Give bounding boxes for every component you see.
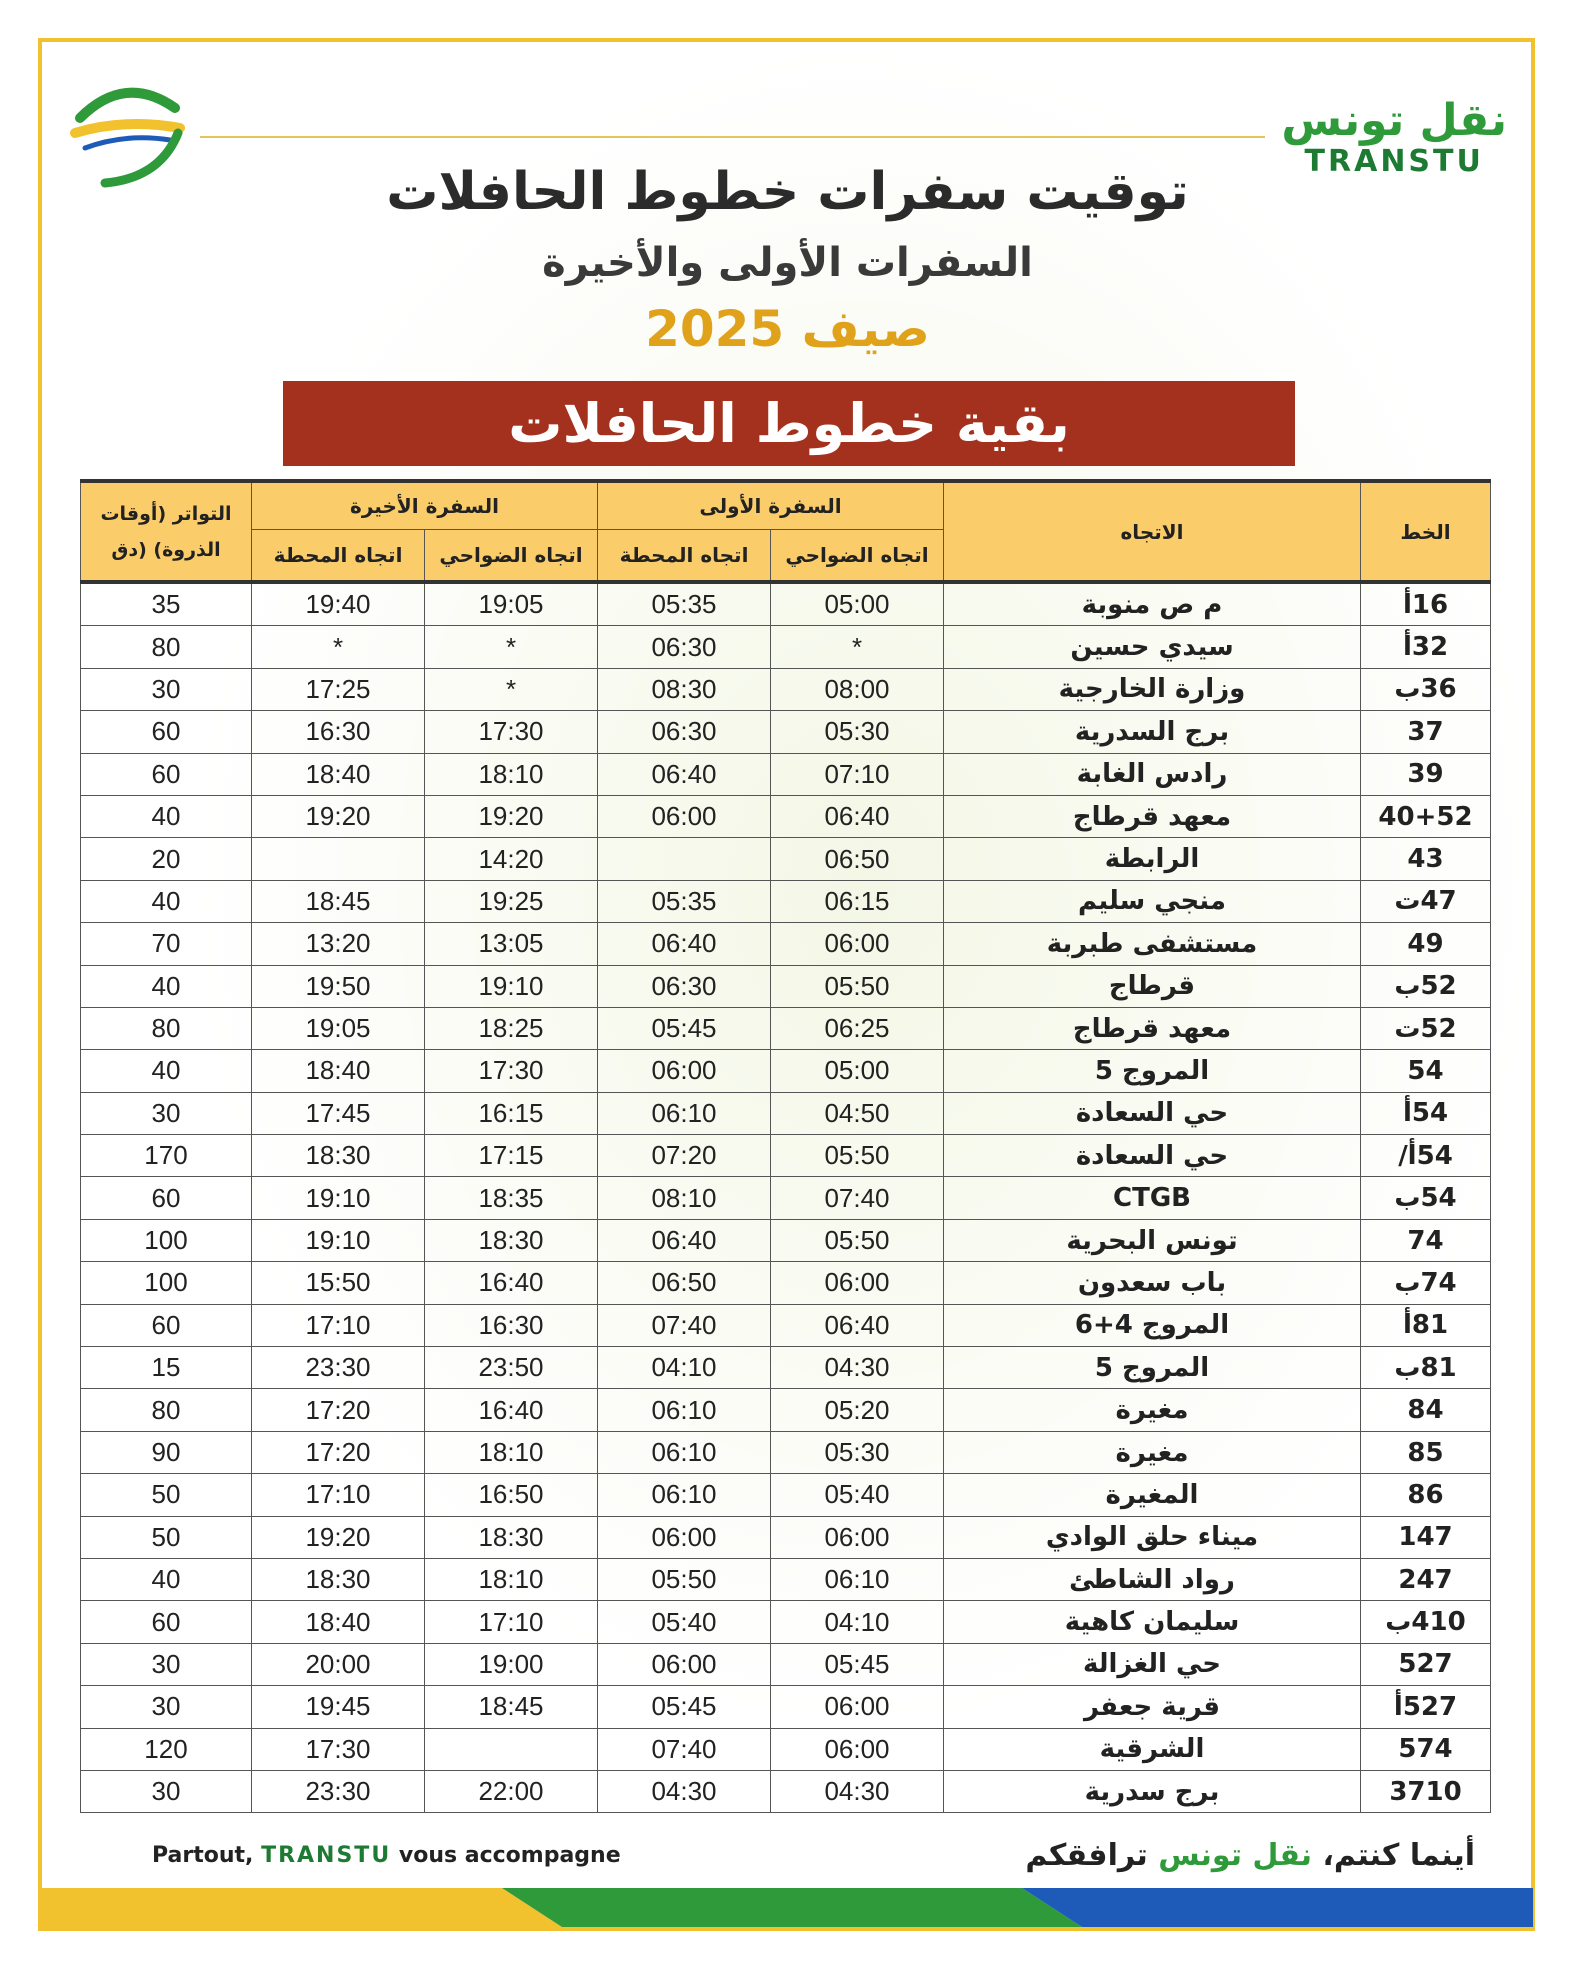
table-row [81, 1558, 1491, 1600]
footer-ar-brand: نقل تونس [1158, 1838, 1313, 1873]
table-row [81, 1770, 1491, 1812]
first-station-cell: 08:30 [598, 668, 771, 710]
destination-cell: رادس الغابة [944, 753, 1361, 795]
frequency-cell: 80 [81, 1007, 252, 1049]
last-suburbs-cell: 13:05 [425, 923, 598, 965]
first-station-cell: 06:10 [598, 1431, 771, 1473]
last-station-cell: 19:40 [252, 582, 425, 626]
footer-fr-brand: TRANSTU [261, 1843, 392, 1868]
line-id-cell: 54أ [1361, 1092, 1491, 1134]
line-id-cell: 40+52 [1361, 795, 1491, 837]
destination-cell: قرية جعفر [944, 1686, 1361, 1728]
last-suburbs-cell: 22:00 [425, 1770, 598, 1812]
line-id-cell: 81ب [1361, 1347, 1491, 1389]
destination-cell: CTGB [944, 1177, 1361, 1219]
destination-cell: المغيرة [944, 1474, 1361, 1516]
last-suburbs-cell: 18:35 [425, 1177, 598, 1219]
table-row [81, 1686, 1491, 1728]
first-suburbs-cell: 05:45 [771, 1643, 944, 1685]
line-id-cell: 3710 [1361, 1770, 1491, 1812]
frequency-cell: 50 [81, 1474, 252, 1516]
frequency-cell: 50 [81, 1516, 252, 1558]
first-station-cell: 04:30 [598, 1770, 771, 1812]
frequency-cell: 30 [81, 1686, 252, 1728]
first-suburbs-cell: 04:30 [771, 1347, 944, 1389]
first-suburbs-cell: 06:15 [771, 880, 944, 922]
first-suburbs-cell: 06:00 [771, 1728, 944, 1770]
first-station-cell: 08:10 [598, 1177, 771, 1219]
table-row [81, 1304, 1491, 1346]
line-id-cell: 86 [1361, 1474, 1491, 1516]
first-station-cell: 04:10 [598, 1347, 771, 1389]
destination-cell: معهد قرطاج [944, 795, 1361, 837]
last-station-cell: 23:30 [252, 1347, 425, 1389]
last-suburbs-cell: 16:15 [425, 1092, 598, 1134]
frequency-cell: 60 [81, 1304, 252, 1346]
table-row [81, 838, 1491, 880]
first-station-cell: 05:35 [598, 582, 771, 626]
table-row [81, 1092, 1491, 1134]
line-id-cell: 54 [1361, 1050, 1491, 1092]
last-suburbs-cell: 18:45 [425, 1686, 598, 1728]
frequency-cell: 60 [81, 753, 252, 795]
last-suburbs-cell: 17:10 [425, 1601, 598, 1643]
brand-latin: TRANSTU [1304, 144, 1484, 179]
line-id-cell: 84 [1361, 1389, 1491, 1431]
last-station-cell: 17:30 [252, 1728, 425, 1770]
schedule-table [80, 479, 1491, 1813]
line-id-cell: 37 [1361, 711, 1491, 753]
last-suburbs-cell: 23:50 [425, 1347, 598, 1389]
first-suburbs-cell: 06:00 [771, 1686, 944, 1728]
last-station-cell: 23:30 [252, 1770, 425, 1812]
frequency-cell: 30 [81, 1643, 252, 1685]
table-row [81, 965, 1491, 1007]
first-station-cell: 05:40 [598, 1601, 771, 1643]
destination-cell: المروج 5 [944, 1050, 1361, 1092]
first-station-cell: 06:50 [598, 1262, 771, 1304]
destination-cell: باب سعدون [944, 1262, 1361, 1304]
section-banner: بقية خطوط الحافلات [283, 381, 1295, 466]
line-id-cell: 147 [1361, 1516, 1491, 1558]
destination-cell: تونس البحرية [944, 1219, 1361, 1261]
last-station-cell: * [252, 626, 425, 668]
last-station-cell: 18:40 [252, 1601, 425, 1643]
last-station-cell: 13:20 [252, 923, 425, 965]
first-suburbs-cell: 08:00 [771, 668, 944, 710]
table-row [81, 1431, 1491, 1473]
table-row [81, 1474, 1491, 1516]
first-station-cell: 05:35 [598, 880, 771, 922]
first-station-cell: 05:45 [598, 1686, 771, 1728]
destination-cell: المروج 5 [944, 1347, 1361, 1389]
first-station-cell: 06:30 [598, 711, 771, 753]
first-suburbs-cell: 05:00 [771, 582, 944, 626]
brand-arabic: نقل تونس [1281, 95, 1507, 146]
destination-cell: الشرقية [944, 1728, 1361, 1770]
last-suburbs-cell: 16:40 [425, 1262, 598, 1304]
last-station-cell [252, 838, 425, 880]
last-station-cell: 19:20 [252, 1516, 425, 1558]
first-suburbs-cell: 06:25 [771, 1007, 944, 1049]
frequency-cell: 100 [81, 1262, 252, 1304]
first-suburbs-cell: * [771, 626, 944, 668]
frequency-cell: 60 [81, 1601, 252, 1643]
table-row [81, 1007, 1491, 1049]
last-station-cell: 17:20 [252, 1431, 425, 1473]
frequency-cell: 170 [81, 1135, 252, 1177]
footer-fr-prefix: Partout, [152, 1843, 254, 1868]
table-row [81, 1177, 1491, 1219]
frequency-cell: 15 [81, 1347, 252, 1389]
first-station-cell: 05:45 [598, 1007, 771, 1049]
destination-cell: وزارة الخارجية [944, 668, 1361, 710]
line-id-cell: 36ب [1361, 668, 1491, 710]
first-station-cell: 06:10 [598, 1389, 771, 1431]
last-suburbs-cell: 14:20 [425, 838, 598, 880]
header-destination: الاتجاه [944, 481, 1361, 582]
last-station-cell: 17:10 [252, 1474, 425, 1516]
line-id-cell: 74 [1361, 1219, 1491, 1261]
line-id-cell: 43 [1361, 838, 1491, 880]
last-station-cell: 19:50 [252, 965, 425, 1007]
frequency-cell: 40 [81, 880, 252, 922]
header-first-trip: السفرة الأولى [598, 481, 944, 530]
frequency-cell: 70 [81, 923, 252, 965]
table-row [81, 668, 1491, 710]
last-station-cell: 19:05 [252, 1007, 425, 1049]
frequency-cell: 80 [81, 626, 252, 668]
page-title: توقيت سفرات خطوط الحافلات [386, 162, 1189, 222]
line-id-cell: 410ب [1361, 1601, 1491, 1643]
last-suburbs-cell: 18:25 [425, 1007, 598, 1049]
header-last-trip: السفرة الأخيرة [252, 481, 598, 530]
last-suburbs-cell: * [425, 626, 598, 668]
first-station-cell: 06:00 [598, 795, 771, 837]
line-id-cell: 85 [1361, 1431, 1491, 1473]
last-station-cell: 19:10 [252, 1177, 425, 1219]
line-id-cell: 527أ [1361, 1686, 1491, 1728]
last-suburbs-cell: 19:00 [425, 1643, 598, 1685]
frequency-cell: 40 [81, 795, 252, 837]
table-row [81, 1516, 1491, 1558]
frequency-cell: 60 [81, 711, 252, 753]
destination-cell: برج السدرية [944, 711, 1361, 753]
line-id-cell: 16أ [1361, 582, 1491, 626]
destination-cell: رواد الشاطئ [944, 1558, 1361, 1600]
frequency-cell: 40 [81, 1050, 252, 1092]
frequency-cell: 80 [81, 1389, 252, 1431]
line-id-cell: 74ب [1361, 1262, 1491, 1304]
table-row [81, 582, 1491, 626]
line-id-cell: 527 [1361, 1643, 1491, 1685]
last-station-cell: 18:40 [252, 1050, 425, 1092]
destination-cell: مستشفى طبربة [944, 923, 1361, 965]
table-row [81, 923, 1491, 965]
footer-slogan-ar [1025, 1838, 1475, 1873]
line-id-cell: 47ت [1361, 880, 1491, 922]
first-station-cell: 06:00 [598, 1050, 771, 1092]
first-suburbs-cell: 06:10 [771, 1558, 944, 1600]
destination-cell: م ص منوبة [944, 582, 1361, 626]
last-station-cell: 17:10 [252, 1304, 425, 1346]
last-suburbs-cell: 19:25 [425, 880, 598, 922]
first-suburbs-cell: 04:10 [771, 1601, 944, 1643]
frequency-cell: 30 [81, 668, 252, 710]
destination-cell: سيدي حسين [944, 626, 1361, 668]
first-station-cell: 06:30 [598, 965, 771, 1007]
first-station-cell: 06:00 [598, 1516, 771, 1558]
first-station-cell: 06:40 [598, 1219, 771, 1261]
destination-cell: منجي سليم [944, 880, 1361, 922]
last-suburbs-cell: 16:30 [425, 1304, 598, 1346]
last-suburbs-cell: 18:10 [425, 753, 598, 795]
last-station-cell: 18:30 [252, 1135, 425, 1177]
table-row [81, 1389, 1491, 1431]
frequency-cell: 90 [81, 1431, 252, 1473]
header-line: الخط [1361, 481, 1491, 582]
table-row [81, 753, 1491, 795]
first-suburbs-cell: 06:00 [771, 1262, 944, 1304]
destination-cell: ميناء حلق الوادي [944, 1516, 1361, 1558]
frequency-cell: 30 [81, 1092, 252, 1134]
line-id-cell: 52ت [1361, 1007, 1491, 1049]
season-title: صيف 2025 [645, 300, 930, 358]
table-row [81, 1262, 1491, 1304]
last-suburbs-cell: 18:10 [425, 1431, 598, 1473]
frequency-cell: 20 [81, 838, 252, 880]
frequency-cell: 40 [81, 965, 252, 1007]
last-station-cell: 16:30 [252, 711, 425, 753]
line-id-cell: 81أ [1361, 1304, 1491, 1346]
first-station-cell [598, 838, 771, 880]
frequency-cell: 40 [81, 1558, 252, 1600]
destination-cell: مغيرة [944, 1389, 1361, 1431]
first-station-cell: 05:50 [598, 1558, 771, 1600]
page-subtitle: السفرات الأولى والأخيرة [542, 240, 1033, 286]
first-station-cell: 06:40 [598, 753, 771, 795]
last-suburbs-cell [425, 1728, 598, 1770]
header-last-to-station: اتجاه المحطة [252, 530, 425, 583]
header-last-to-suburbs: اتجاه الضواحي [425, 530, 598, 583]
footer-slogan-fr [152, 1843, 621, 1868]
first-suburbs-cell: 07:40 [771, 1177, 944, 1219]
footer-ar-suffix: ترافقكم [1025, 1838, 1148, 1873]
line-id-cell: 574 [1361, 1728, 1491, 1770]
last-station-cell: 18:30 [252, 1558, 425, 1600]
first-suburbs-cell: 05:30 [771, 711, 944, 753]
last-suburbs-cell: 19:20 [425, 795, 598, 837]
first-suburbs-cell: 04:50 [771, 1092, 944, 1134]
destination-cell: حي السعادة [944, 1135, 1361, 1177]
frequency-cell: 35 [81, 582, 252, 626]
last-station-cell: 19:10 [252, 1219, 425, 1261]
last-station-cell: 20:00 [252, 1643, 425, 1685]
first-station-cell: 06:10 [598, 1092, 771, 1134]
destination-cell: سليمان كاهية [944, 1601, 1361, 1643]
line-id-cell: 49 [1361, 923, 1491, 965]
line-id-cell: 52ب [1361, 965, 1491, 1007]
last-suburbs-cell: 19:05 [425, 582, 598, 626]
header-first-to-suburbs: اتجاه الضواحي [771, 530, 944, 583]
table-row [81, 795, 1491, 837]
header-frequency: التواتر (أوقات الذروة) (دق [81, 481, 252, 582]
frequency-cell: 100 [81, 1219, 252, 1261]
frequency-cell: 60 [81, 1177, 252, 1219]
footer-color-stripes [42, 1888, 1533, 1927]
last-station-cell: 15:50 [252, 1262, 425, 1304]
first-station-cell: 07:40 [598, 1304, 771, 1346]
first-suburbs-cell: 06:40 [771, 795, 944, 837]
first-station-cell: 06:40 [598, 923, 771, 965]
first-suburbs-cell: 07:10 [771, 753, 944, 795]
footer-fr-suffix: vous accompagne [398, 1843, 621, 1868]
last-suburbs-cell: * [425, 668, 598, 710]
last-suburbs-cell: 16:40 [425, 1389, 598, 1431]
destination-cell: قرطاج [944, 965, 1361, 1007]
last-station-cell: 19:45 [252, 1686, 425, 1728]
header-first-to-station: اتجاه المحطة [598, 530, 771, 583]
table-row [81, 1135, 1491, 1177]
first-suburbs-cell: 05:00 [771, 1050, 944, 1092]
last-suburbs-cell: 16:50 [425, 1474, 598, 1516]
last-suburbs-cell: 19:10 [425, 965, 598, 1007]
table-row [81, 1601, 1491, 1643]
table-row [81, 1050, 1491, 1092]
last-station-cell: 17:20 [252, 1389, 425, 1431]
destination-cell: حي السعادة [944, 1092, 1361, 1134]
frequency-cell: 120 [81, 1728, 252, 1770]
table-row [81, 711, 1491, 753]
footer-ar-prefix: أينما كنتم، [1322, 1838, 1475, 1873]
header-divider [200, 136, 1265, 138]
first-station-cell: 07:40 [598, 1728, 771, 1770]
first-suburbs-cell: 06:50 [771, 838, 944, 880]
last-suburbs-cell: 18:30 [425, 1516, 598, 1558]
first-suburbs-cell: 05:50 [771, 965, 944, 1007]
table-row [81, 880, 1491, 922]
table-row [81, 1219, 1491, 1261]
first-station-cell: 06:10 [598, 1474, 771, 1516]
table-row [81, 1643, 1491, 1685]
line-id-cell: 247 [1361, 1558, 1491, 1600]
last-suburbs-cell: 17:30 [425, 711, 598, 753]
line-id-cell: 54أ/ [1361, 1135, 1491, 1177]
first-suburbs-cell: 05:40 [771, 1474, 944, 1516]
last-station-cell: 18:40 [252, 753, 425, 795]
first-suburbs-cell: 05:50 [771, 1219, 944, 1261]
line-id-cell: 54ب [1361, 1177, 1491, 1219]
line-id-cell: 39 [1361, 753, 1491, 795]
frequency-cell: 30 [81, 1770, 252, 1812]
schedule-body [81, 582, 1491, 1813]
destination-cell: مغيرة [944, 1431, 1361, 1473]
destination-cell: الرابطة [944, 838, 1361, 880]
first-suburbs-cell: 05:50 [771, 1135, 944, 1177]
destination-cell: برج سدرية [944, 1770, 1361, 1812]
last-station-cell: 17:45 [252, 1092, 425, 1134]
first-suburbs-cell: 06:40 [771, 1304, 944, 1346]
destination-cell: معهد قرطاج [944, 1007, 1361, 1049]
table-row [81, 626, 1491, 668]
first-station-cell: 06:30 [598, 626, 771, 668]
table-row [81, 1347, 1491, 1389]
last-suburbs-cell: 18:30 [425, 1219, 598, 1261]
first-suburbs-cell: 06:00 [771, 923, 944, 965]
first-station-cell: 07:20 [598, 1135, 771, 1177]
destination-cell: حي الغزالة [944, 1643, 1361, 1685]
last-suburbs-cell: 17:15 [425, 1135, 598, 1177]
last-suburbs-cell: 18:10 [425, 1558, 598, 1600]
destination-cell: المروج 4+6 [944, 1304, 1361, 1346]
table-row [81, 1728, 1491, 1770]
first-suburbs-cell: 04:30 [771, 1770, 944, 1812]
last-station-cell: 17:25 [252, 668, 425, 710]
last-suburbs-cell: 17:30 [425, 1050, 598, 1092]
first-suburbs-cell: 06:00 [771, 1516, 944, 1558]
first-station-cell: 06:00 [598, 1643, 771, 1685]
last-station-cell: 18:45 [252, 880, 425, 922]
first-suburbs-cell: 05:30 [771, 1431, 944, 1473]
first-suburbs-cell: 05:20 [771, 1389, 944, 1431]
line-id-cell: 32أ [1361, 626, 1491, 668]
last-station-cell: 19:20 [252, 795, 425, 837]
